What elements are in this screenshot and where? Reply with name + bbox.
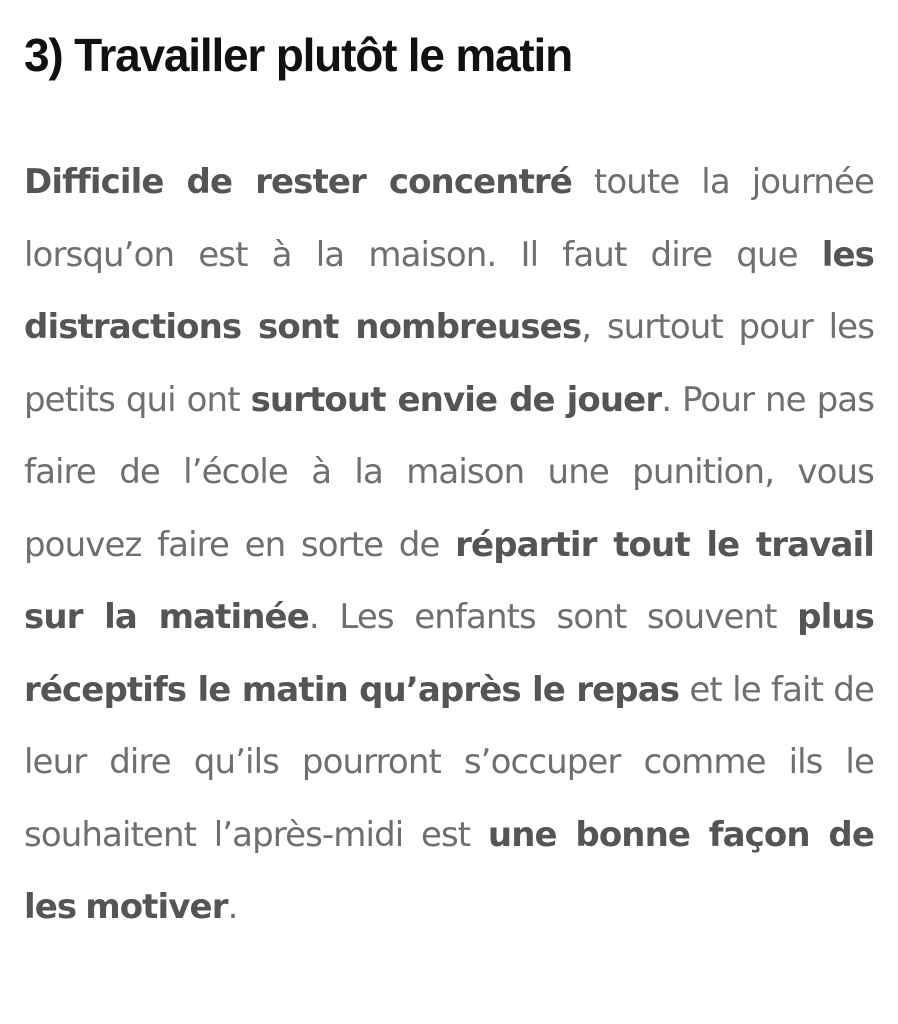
text-run: et le fait de leur dire qu’ils pourront s’occuper comme ils le souhaitent l’après-midi est — [24, 669, 874, 855]
bold-phrase: surtout envie de jouer — [250, 379, 662, 420]
text-run: . Pour ne pas faire de l’école à la maison une punition, vous pouvez faire en sorte de — [24, 379, 875, 565]
bold-phrase: les distractions sont nombreuses — [24, 234, 874, 347]
text-run: , surtout pour les petits qui ont — [24, 307, 875, 420]
article — [24, 22, 874, 944]
text-run: . — [227, 887, 238, 927]
text-run: toute la journée lorsqu’on est à la maison. Il faut dire que — [24, 162, 874, 275]
bold-phrase: répartir tout le travail sur la matinée — [24, 524, 875, 637]
section-heading: 3) Travailler plutôt le matin — [24, 29, 573, 81]
bold-phrase: Difficile de rester concentré — [24, 162, 572, 202]
bold-phrase: plus réceptifs le matin qu’après le repas — [24, 597, 874, 710]
article-paragraph — [24, 146, 874, 944]
bold-phrase: une bonne façon de les motiver — [24, 814, 874, 927]
text-run: . Les enfants sont souvent — [308, 597, 798, 637]
